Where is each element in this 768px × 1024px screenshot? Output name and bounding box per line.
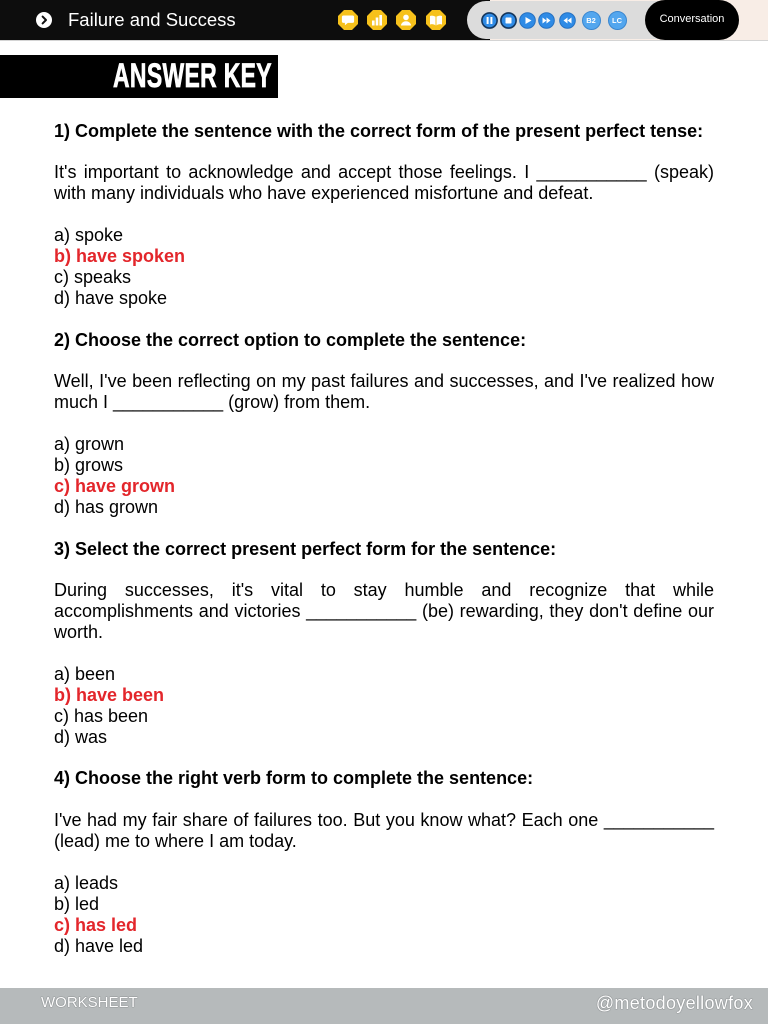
play-icon[interactable] — [519, 12, 536, 29]
level-badge-b2[interactable]: B2 — [582, 11, 601, 30]
question-2 — [54, 330, 714, 518]
option-list — [54, 873, 714, 957]
option-c: c) has been — [54, 705, 149, 726]
option-c: c) speaks — [54, 266, 132, 287]
option-c: c) have grown — [54, 475, 176, 496]
conversation-button[interactable]: Conversation — [645, 0, 739, 40]
book-icon — [426, 10, 446, 30]
question-1 — [54, 121, 714, 309]
option-b: b) have been — [54, 684, 165, 705]
option-d: d) has grown — [54, 496, 159, 517]
option-d: d) have spoke — [54, 287, 168, 308]
question-sentence: During successes, it's vital to stay humble and recognize that while accomplishments and victories ___________ (be) rewarding, they don't define our worth. — [54, 580, 714, 643]
chevron-right-circle-icon[interactable] — [36, 12, 52, 28]
option-list — [54, 434, 714, 518]
option-a: a) spoke — [54, 225, 124, 245]
footer-handle: @metodoyellowfox — [595, 993, 753, 1013]
stop-icon[interactable] — [500, 12, 517, 29]
option-a: a) grown — [54, 434, 125, 455]
option-d: d) have led — [54, 935, 144, 956]
option-b: b) have spoken — [54, 245, 186, 266]
question-prompt: 3) Select the correct present perfect form for the sentence: — [54, 538, 557, 559]
person-icon — [396, 10, 416, 30]
option-d: d) was — [54, 726, 108, 747]
question-4 — [54, 768, 714, 956]
fast-forward-icon[interactable] — [538, 12, 555, 29]
footer-worksheet-label: WORKSHEET — [41, 994, 138, 1011]
top-bar — [0, 0, 768, 40]
option-b: b) led — [54, 893, 100, 914]
footer-bar — [0, 988, 768, 1024]
question-sentence: Well, I've been reflecting on my past failures and successes, and I've realized how much I ___________ (grow) from them. — [54, 371, 714, 413]
worksheet-title: Failure and Success — [68, 9, 236, 30]
question-sentence: It's important to acknowledge and accept those feelings. I ___________ (speak) with many individuals who have experienced misfortune and defeat. — [54, 162, 714, 204]
pause-icon[interactable] — [481, 12, 498, 29]
speech-bubble-icon — [338, 10, 358, 30]
option-c: c) has led — [54, 914, 138, 935]
option-list — [54, 664, 714, 748]
answer-key-content — [54, 121, 714, 957]
header-divider — [0, 40, 768, 41]
question-prompt: 4) Choose the right verb form to complete the sentence: — [54, 768, 534, 789]
option-a: a) been — [54, 663, 116, 684]
question-prompt: 1) Complete the sentence with the correct form of the present perfect tense: — [54, 120, 704, 141]
question-sentence: I've had my fair share of failures too. But you know what? Each one ___________ (lead) me to where I am today. — [54, 810, 714, 852]
option-list — [54, 225, 714, 309]
question-3 — [54, 539, 714, 748]
question-prompt: 2) Choose the correct option to complete the sentence: — [54, 329, 527, 350]
bar-chart-icon — [367, 10, 387, 30]
rewind-icon[interactable] — [559, 12, 576, 29]
option-a: a) leads — [54, 872, 119, 893]
level-badge-lc[interactable]: LC — [608, 11, 627, 30]
answer-key-title: ANSWER KEY — [113, 57, 272, 95]
option-b: b) grows — [54, 454, 124, 475]
